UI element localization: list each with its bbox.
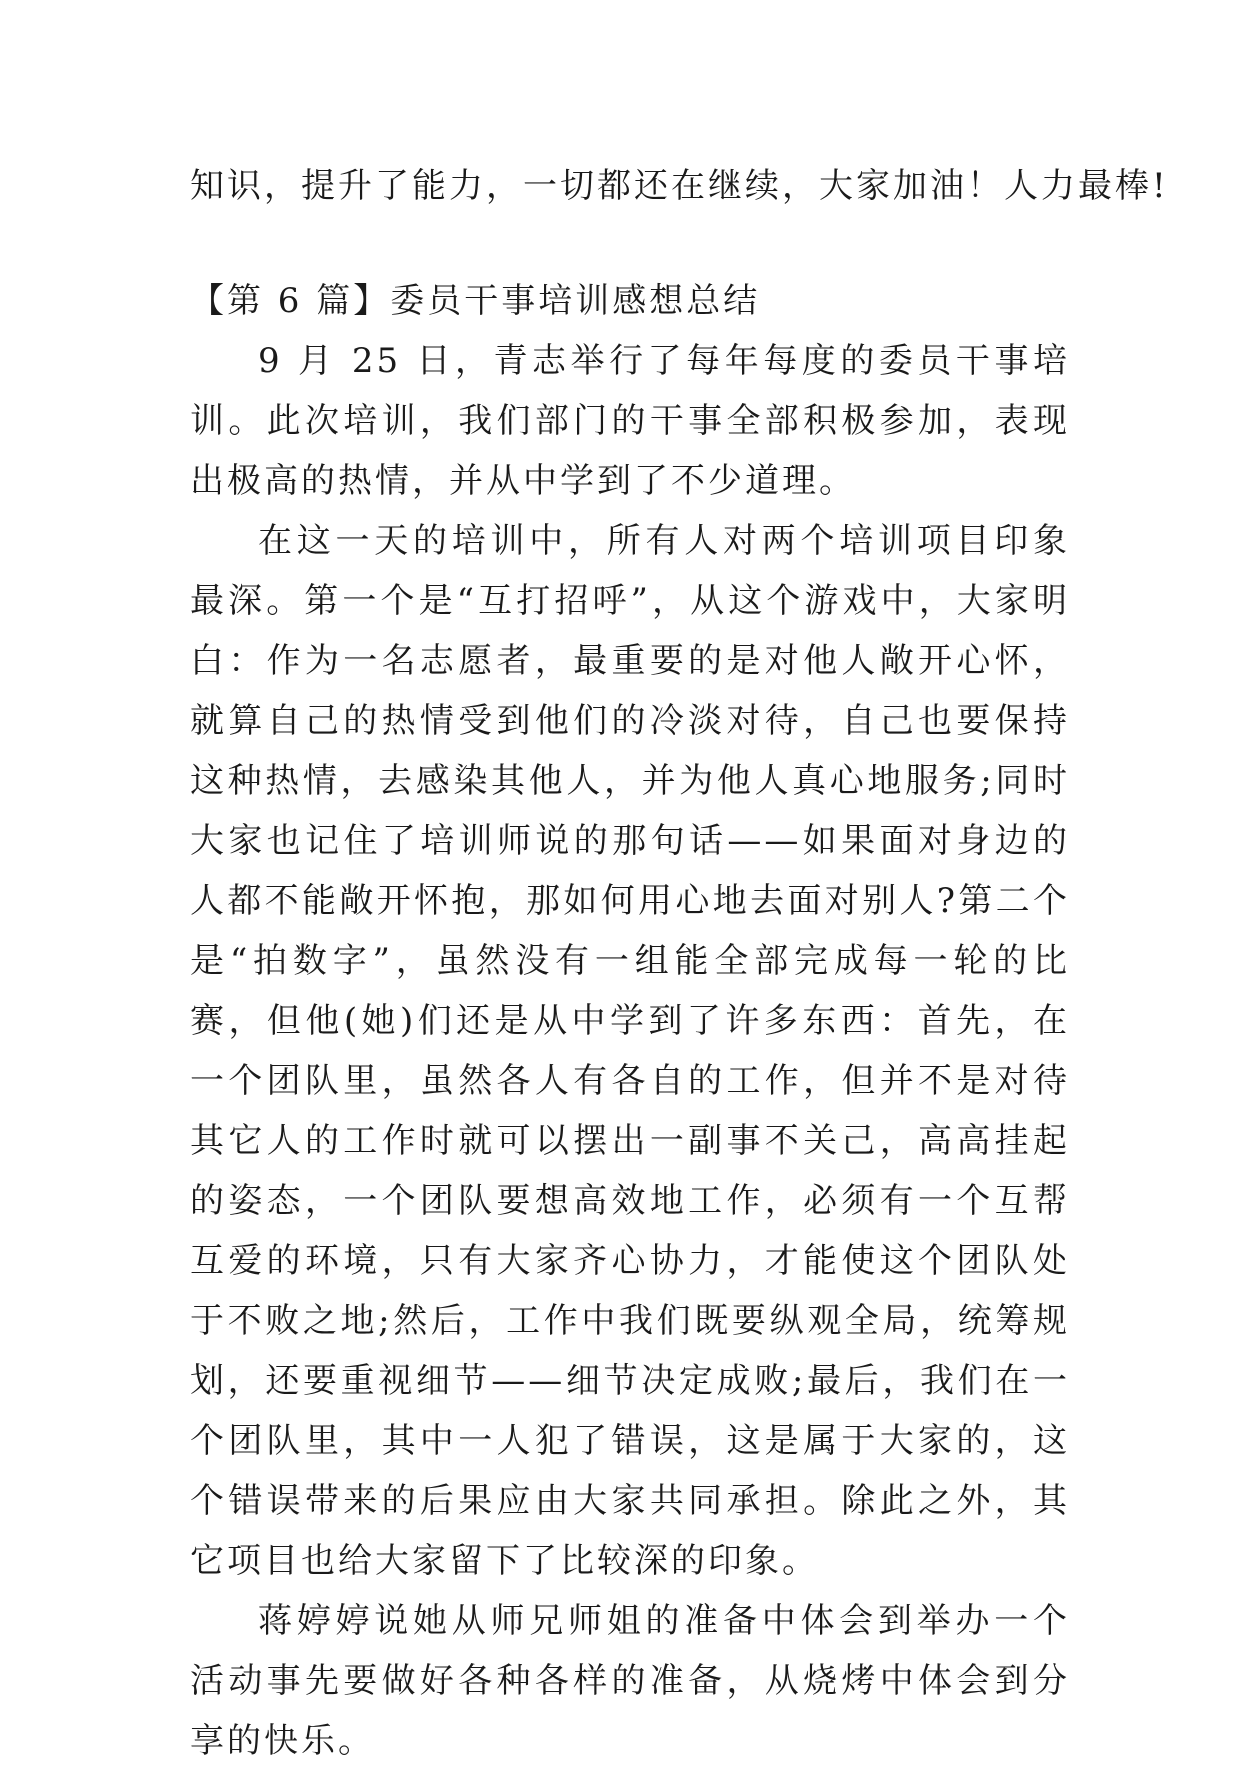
paragraph-3: 蒋婷婷说她从师兄师姐的准备中体会到举办一个活动事先要做好各种各样的准备，从烧烤中体会到分享的快乐。 xyxy=(190,1601,1070,1761)
article-body xyxy=(190,331,1070,1771)
paragraph-2: 在这一天的培训中，所有人对两个培训项目印象最深。第一个是“互打招呼”，从这个游戏中，大家明白：作为一名志愿者，最重要的是对他人敞开心怀，就算自己的热情受到他们的冷淡对待，自己也要保持这种热情，去感染其他人，并为他人真心地服务;同时大家也记住了培训师说的那句话——如果面对身边的人都不能敞开怀抱，那如何用心地去面对别人?第二个是“拍数字”，虽然没有一组能全部完成每一轮的比赛，但他(她)们还是从中学到了许多东西：首先，在一个团队里，虽然各人有各自的工作，但并不是对待其它人的工作时就可以摆出一副事不关己，高高挂起的姿态，一个团队要想高效地工作，必须有一个互帮互爱的环境，只有大家齐心协力，才能使这个团队处于不败之地;然后，工作中我们既要纵观全局，统筹规划，还要重视细节——细节决定成败;最后，我们在一个团队里，其中一人犯了错误，这是属于大家的，这个错误带来的后果应由大家共同承担。除此之外，其它项目也给大家留下了比较深的印象。 xyxy=(190,521,1070,1581)
section-heading: 【第 6 篇】委员干事培训感想总结 xyxy=(190,281,761,321)
carry-over-line: 知识，提升了能力，一切都还在继续，大家加油！人力最棒! xyxy=(190,166,1169,206)
paragraph-1: 9 月 25 日，青志举行了每年每度的委员干事培训。此次培训，我们部门的干事全部积极参加，表现出极高的热情，并从中学到了不少道理。 xyxy=(190,341,1070,501)
